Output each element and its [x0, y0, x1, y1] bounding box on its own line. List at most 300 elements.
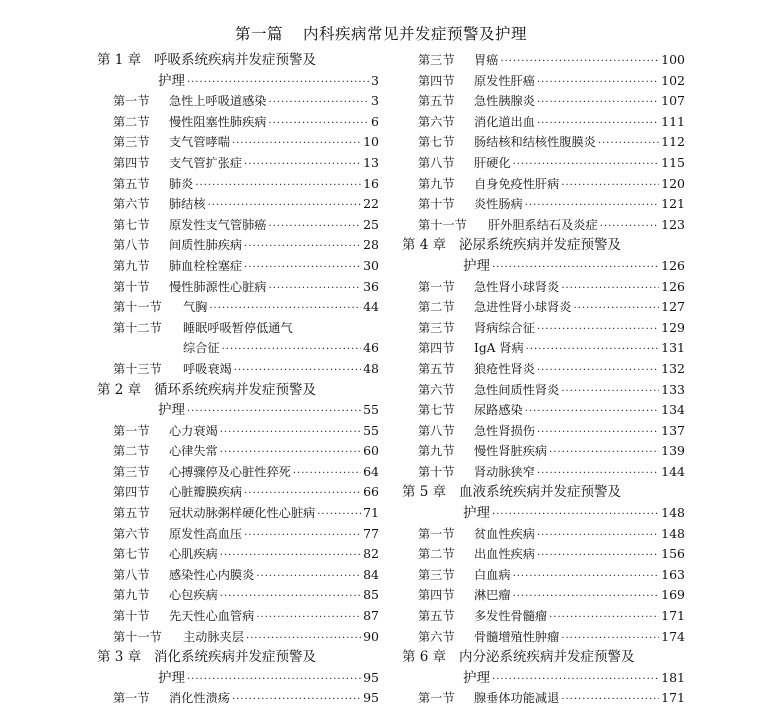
- section-number: 第十一节: [113, 629, 162, 644]
- section-number: 第七节: [418, 135, 455, 150]
- toc-chapter-heading-cont: [97, 71, 379, 92]
- page-number: 22: [363, 196, 379, 212]
- leader-dots: [256, 567, 361, 588]
- toc-section-entry: [97, 503, 379, 524]
- section-number: 第四节: [113, 155, 150, 170]
- toc-section-entry: [97, 277, 379, 298]
- page-number: 77: [363, 525, 379, 541]
- page-number: 64: [363, 463, 379, 479]
- toc-chapter-heading: [402, 647, 685, 668]
- toc-section-entry: [97, 194, 379, 215]
- section-title: 支气管哮喘: [169, 135, 230, 150]
- part-label: 第一篇: [234, 25, 283, 43]
- leader-dots: [269, 93, 370, 114]
- leader-dots: [232, 690, 361, 711]
- leader-dots: [549, 443, 659, 464]
- section-title: 慢性肾脏疾病: [474, 444, 548, 459]
- section-title: 急性肾损伤: [474, 423, 535, 438]
- toc-section-entry: [402, 462, 685, 483]
- chapter-title-cont: 护理: [463, 505, 490, 522]
- page-number: 16: [363, 175, 379, 191]
- leader-dots: [246, 629, 361, 650]
- leader-dots: [244, 237, 361, 258]
- section-number: 第七节: [113, 217, 150, 232]
- chapter-title-cont: 护理: [158, 669, 185, 686]
- page-number: 84: [363, 566, 379, 582]
- toc-section-entry: [402, 318, 685, 339]
- toc-section-entry: [97, 585, 379, 606]
- section-title: 胃癌: [474, 53, 499, 67]
- section-number: 第十一节: [418, 217, 467, 232]
- section-title: 心律失常: [169, 444, 218, 459]
- leader-dots: [526, 340, 659, 361]
- toc-chapter-heading: [402, 482, 685, 503]
- section-number: 第三节: [418, 320, 455, 335]
- section-title: 慢性肺源性心脏病: [169, 279, 267, 294]
- section-number: 第六节: [418, 382, 455, 397]
- page-number: 44: [363, 299, 379, 315]
- chapter-number: 第 2 章: [97, 381, 142, 398]
- toc-section-entry: [402, 215, 685, 236]
- toc-section-entry: [97, 112, 379, 133]
- chapter-title: 内分泌系统疾病并发症预警及: [459, 649, 635, 666]
- toc-chapter-heading: [97, 647, 379, 668]
- toc-section-entry: [402, 153, 685, 174]
- section-title: 自身免疫性肝病: [474, 176, 560, 191]
- page-number: 71: [363, 505, 379, 521]
- section-title: 淋巴瘤: [474, 588, 511, 603]
- toc-section-entry: [402, 688, 685, 709]
- chapter-title: 循环系统疾病并发症预警及: [154, 381, 316, 398]
- page-number: 171: [661, 690, 685, 706]
- leader-dots: [208, 196, 362, 217]
- page-number: 148: [661, 505, 685, 521]
- leader-dots: [513, 155, 660, 176]
- page-number: 120: [661, 175, 685, 191]
- section-number: 第七节: [418, 403, 455, 418]
- toc-section-entry: [402, 71, 685, 92]
- toc-section-entry: [97, 441, 379, 462]
- toc-section-entry: [402, 277, 685, 298]
- leader-dots: [222, 340, 362, 361]
- toc-chapter-heading-cont: [97, 668, 379, 689]
- section-number: 第五节: [418, 94, 455, 109]
- section-number: 第二节: [418, 547, 455, 562]
- toc-section-entry: [402, 132, 685, 153]
- part-title: 内科疾病常见并发症预警及护理: [303, 25, 528, 43]
- leader-dots: [513, 587, 660, 608]
- leader-dots: [525, 402, 659, 423]
- toc-section-entry: [402, 544, 685, 565]
- toc-section-entry: [402, 441, 685, 462]
- section-title: 先天性心血管病: [169, 609, 255, 624]
- leader-dots: [598, 134, 659, 155]
- section-title: 肺结核: [169, 197, 206, 212]
- leader-dots: [232, 134, 361, 155]
- section-number: 第二节: [418, 300, 455, 315]
- section-title: 急性肾小球肾炎: [474, 279, 560, 294]
- toc-section-entry: [97, 359, 379, 380]
- section-title: 肺炎: [169, 176, 194, 191]
- toc-section-entry: [97, 91, 379, 112]
- leader-dots: [500, 52, 659, 73]
- leader-dots: [220, 546, 361, 567]
- section-title: 尿路感染: [474, 403, 523, 418]
- section-number: 第十节: [418, 197, 455, 212]
- toc-section-entry: [97, 297, 379, 318]
- chapter-number: 第 5 章: [402, 484, 447, 501]
- section-number: 第五节: [113, 506, 150, 521]
- page-number: 129: [661, 319, 685, 335]
- section-number: 第八节: [418, 155, 455, 170]
- section-number: 第二节: [113, 444, 150, 459]
- section-number: 第五节: [113, 176, 150, 191]
- leader-dots: [513, 567, 660, 588]
- leader-dots: [574, 299, 660, 320]
- section-title: 呼吸衰竭: [183, 361, 232, 376]
- page-number: 6: [371, 113, 379, 129]
- leader-dots: [244, 526, 361, 547]
- leader-dots: [537, 423, 659, 444]
- leader-dots: [220, 587, 361, 608]
- chapter-number: 第 1 章: [97, 52, 142, 68]
- page-number: 55: [363, 422, 379, 438]
- section-number: 第九节: [113, 258, 150, 273]
- leader-dots: [195, 176, 361, 197]
- toc-section-entry: [402, 91, 685, 112]
- page-number: 28: [363, 237, 379, 253]
- section-number: 第四节: [418, 73, 455, 88]
- toc-section-entry: [97, 174, 379, 195]
- chapter-title-cont: 护理: [158, 402, 185, 419]
- page-number: 126: [661, 278, 685, 294]
- page-number: 115: [661, 154, 685, 170]
- leader-dots: [269, 217, 362, 238]
- toc-section-entry: [402, 297, 685, 318]
- section-title: 原发性肝癌: [474, 73, 535, 88]
- toc-chapter-heading-cont: [402, 503, 685, 524]
- toc-section-entry: [402, 112, 685, 133]
- page-number: 82: [363, 546, 379, 562]
- section-number: 第一节: [418, 691, 455, 706]
- section-number: 第八节: [113, 567, 150, 582]
- section-number: 第九节: [418, 444, 455, 459]
- section-number: 第四节: [113, 485, 150, 500]
- leader-dots: [244, 155, 361, 176]
- section-number: 第六节: [418, 629, 455, 644]
- page-number: 126: [661, 257, 685, 273]
- page-number: 30: [363, 257, 379, 273]
- section-number: 第十一节: [113, 300, 162, 315]
- leader-dots: [561, 629, 659, 650]
- section-number: 第三节: [418, 567, 455, 582]
- section-title: 贫血性疾病: [474, 526, 535, 541]
- section-number: 第十节: [113, 609, 150, 624]
- page-number: 87: [363, 608, 379, 624]
- leader-dots: [220, 423, 361, 444]
- toc-column-right: [402, 50, 685, 709]
- toc-section-entry: [97, 462, 379, 483]
- page-number: 137: [661, 422, 685, 438]
- leader-dots: [209, 299, 361, 320]
- page-number: 10: [363, 134, 379, 150]
- leader-dots: [293, 464, 361, 485]
- leader-dots: [561, 382, 659, 403]
- section-title: 消化道出血: [474, 114, 535, 129]
- page-number: 107: [661, 93, 685, 109]
- chapter-title: 血液系统疾病并发症预警及: [459, 484, 621, 501]
- toc-chapter-heading: [97, 50, 379, 71]
- page-number: 95: [363, 669, 379, 685]
- toc-chapter-heading-cont: [402, 256, 685, 277]
- page-number: 169: [661, 587, 685, 603]
- toc-section-entry: [402, 421, 685, 442]
- chapter-title-cont: 护理: [463, 257, 490, 274]
- page-number: 121: [661, 196, 685, 212]
- leader-dots: [220, 443, 361, 464]
- chapter-number: 第 4 章: [402, 237, 447, 254]
- section-number: 第一节: [418, 279, 455, 294]
- page-number: 123: [661, 216, 685, 232]
- leader-dots: [537, 526, 659, 547]
- chapter-number: 第 3 章: [97, 649, 142, 666]
- section-title: 冠状动脉粥样硬化性心脏病: [169, 506, 316, 521]
- leader-dots: [187, 402, 361, 423]
- chapter-number: 第 6 章: [402, 649, 447, 666]
- section-number: 第十三节: [113, 361, 162, 376]
- section-title: 感染性心内膜炎: [169, 567, 255, 582]
- leader-dots: [561, 690, 659, 711]
- leader-dots: [537, 73, 659, 94]
- section-title: 炎性肠病: [474, 197, 523, 212]
- chapter-title: 泌尿系统疾病并发症预警及: [459, 237, 621, 254]
- toc-section-entry: [402, 606, 685, 627]
- page-number: 13: [363, 154, 379, 170]
- toc-section-entry-cont: [97, 338, 379, 359]
- section-title: 狼疮性肾炎: [474, 361, 535, 376]
- toc-column-left: [97, 50, 379, 709]
- page-number: 134: [661, 402, 685, 418]
- section-number: 第九节: [418, 176, 455, 191]
- section-title: 腺垂体功能减退: [474, 691, 560, 706]
- section-title: 肝外胆系结石及炎症: [488, 217, 598, 232]
- section-title: 原发性支气管肺癌: [169, 217, 267, 232]
- toc-chapter-heading: [402, 235, 685, 256]
- section-title: 出血性疾病: [474, 547, 535, 562]
- page-number: 36: [363, 278, 379, 294]
- section-title: 肠结核和结核性腹膜炎: [474, 135, 596, 150]
- section-number: 第一节: [113, 94, 150, 109]
- section-number: 第五节: [418, 609, 455, 624]
- toc-section-entry: [97, 421, 379, 442]
- section-number: 第四节: [418, 341, 455, 356]
- toc-section-entry: [402, 627, 685, 648]
- page-number: 46: [363, 340, 379, 356]
- section-number: 第十节: [418, 464, 455, 479]
- section-number: 第十节: [113, 279, 150, 294]
- section-number: 第五节: [418, 361, 455, 376]
- chapter-title-cont: 护理: [158, 72, 185, 89]
- chapter-title: 呼吸系统疾病并发症预警及: [154, 52, 316, 68]
- leader-dots: [537, 93, 659, 114]
- section-title: 肾病综合征: [474, 320, 535, 335]
- toc-section-entry: [97, 318, 379, 339]
- toc-section-entry: [97, 606, 379, 627]
- leader-dots: [600, 217, 659, 238]
- page-number: 163: [661, 566, 685, 582]
- leader-dots: [187, 73, 369, 94]
- section-title: 心包疾病: [169, 588, 218, 603]
- leader-dots: [549, 608, 659, 629]
- chapter-title-cont: 护理: [463, 669, 490, 686]
- section-title: 骨髓增殖性肿瘤: [474, 629, 560, 644]
- section-title: IgA 肾病: [474, 341, 524, 356]
- section-number: 第一节: [418, 526, 455, 541]
- toc-section-entry: [402, 524, 685, 545]
- section-title: 消化性溃疡: [169, 691, 230, 706]
- section-number: 第九节: [113, 588, 150, 603]
- leader-dots: [187, 670, 361, 691]
- page-number: 55: [363, 402, 379, 418]
- leader-dots: [561, 279, 659, 300]
- toc-section-entry: [402, 380, 685, 401]
- toc-section-entry: [97, 688, 379, 709]
- page-number: 60: [363, 443, 379, 459]
- section-number: 第八节: [113, 238, 150, 253]
- section-title: 睡眠呼吸暂停低通气: [183, 320, 293, 335]
- section-title: 原发性高血压: [169, 526, 243, 541]
- section-title-cont: 综合征: [183, 341, 220, 356]
- page-number: 139: [661, 443, 685, 459]
- section-title: 心搏骤停及心脏性猝死: [169, 464, 291, 479]
- toc-section-entry: [97, 544, 379, 565]
- leader-dots: [537, 464, 659, 485]
- leader-dots: [561, 176, 659, 197]
- page-number: 132: [661, 360, 685, 376]
- toc-section-entry: [402, 565, 685, 586]
- toc-section-entry: [402, 359, 685, 380]
- section-title: 主动脉夹层: [183, 629, 244, 644]
- page-number: 3: [371, 93, 379, 109]
- page-number: 66: [363, 484, 379, 500]
- section-title: 肝硬化: [474, 155, 511, 170]
- page-number: 156: [661, 546, 685, 562]
- section-number: 第六节: [113, 197, 150, 212]
- section-title: 急性胰腺炎: [474, 94, 535, 109]
- page-number: 133: [661, 381, 685, 397]
- page-title: [0, 22, 762, 44]
- leader-dots: [537, 546, 659, 567]
- toc-section-entry: [97, 235, 379, 256]
- leader-dots: [317, 505, 361, 526]
- leader-dots: [492, 258, 659, 279]
- page-number: 3: [371, 72, 379, 88]
- page-number: 85: [363, 587, 379, 603]
- page-number: 131: [661, 340, 685, 356]
- page-number: 174: [661, 628, 685, 644]
- section-number: 第一节: [113, 423, 150, 438]
- section-number: 第十二节: [113, 320, 162, 335]
- section-number: 第三节: [418, 53, 455, 67]
- section-number: 第三节: [113, 135, 150, 150]
- leader-dots: [244, 258, 361, 279]
- toc-section-entry: [97, 482, 379, 503]
- toc-section-entry: [97, 215, 379, 236]
- toc-section-entry: [97, 256, 379, 277]
- page-number: 181: [661, 669, 685, 685]
- page-number: 95: [363, 690, 379, 706]
- section-number: 第三节: [113, 464, 150, 479]
- section-number: 第四节: [418, 588, 455, 603]
- section-title: 白血病: [474, 567, 511, 582]
- leader-dots: [492, 505, 659, 526]
- section-title: 多发性骨髓瘤: [474, 609, 548, 624]
- section-title: 肾动脉狭窄: [474, 464, 535, 479]
- toc-section-entry: [402, 400, 685, 421]
- page-number: 112: [661, 134, 685, 150]
- section-number: 第一节: [113, 691, 150, 706]
- toc-section-entry: [402, 174, 685, 195]
- toc-chapter-heading-cont: [97, 400, 379, 421]
- section-title: 急性上呼吸道感染: [169, 94, 267, 109]
- section-title: 支气管扩张症: [169, 155, 243, 170]
- section-number: 第六节: [113, 526, 150, 541]
- leader-dots: [492, 670, 659, 691]
- toc-section-entry: [402, 585, 685, 606]
- toc-chapter-heading: [97, 380, 379, 401]
- toc-section-entry: [97, 153, 379, 174]
- page-number: 90: [363, 628, 379, 644]
- section-title: 心肌疾病: [169, 547, 218, 562]
- leader-dots: [537, 320, 659, 341]
- section-title: 急进性肾小球肾炎: [474, 300, 572, 315]
- section-title: 间质性肺疾病: [169, 238, 243, 253]
- section-number: 第六节: [418, 114, 455, 129]
- section-number: 第八节: [418, 423, 455, 438]
- toc-chapter-heading-cont: [402, 668, 685, 689]
- leader-dots: [525, 196, 659, 217]
- leader-dots: [256, 608, 361, 629]
- section-title: 急性间质性肾炎: [474, 382, 560, 397]
- toc-section-entry: [97, 524, 379, 545]
- page-number: 25: [363, 216, 379, 232]
- page-number: 48: [363, 360, 379, 376]
- section-title: 气胸: [183, 300, 208, 315]
- leader-dots: [244, 484, 361, 505]
- leader-dots: [537, 114, 659, 135]
- section-title: 肺血栓栓塞症: [169, 258, 243, 273]
- leader-dots: [537, 361, 659, 382]
- toc-section-entry: [402, 194, 685, 215]
- section-title: 心力衰竭: [169, 423, 218, 438]
- page-number: 171: [661, 608, 685, 624]
- chapter-title: 消化系统疾病并发症预警及: [154, 649, 316, 666]
- section-number: 第二节: [113, 114, 150, 129]
- toc-section-entry: [97, 565, 379, 586]
- page-number: 102: [661, 72, 685, 88]
- toc-section-entry: [97, 627, 379, 648]
- leader-dots: [269, 114, 370, 135]
- page-number: 100: [661, 52, 685, 67]
- leader-dots: [234, 361, 361, 382]
- toc-section-entry: [402, 50, 685, 71]
- toc-section-entry: [97, 132, 379, 153]
- page-number: 111: [661, 113, 685, 129]
- leader-dots: [269, 279, 362, 300]
- page-number: 127: [661, 299, 685, 315]
- page-number: 148: [661, 525, 685, 541]
- page-number: 144: [661, 463, 685, 479]
